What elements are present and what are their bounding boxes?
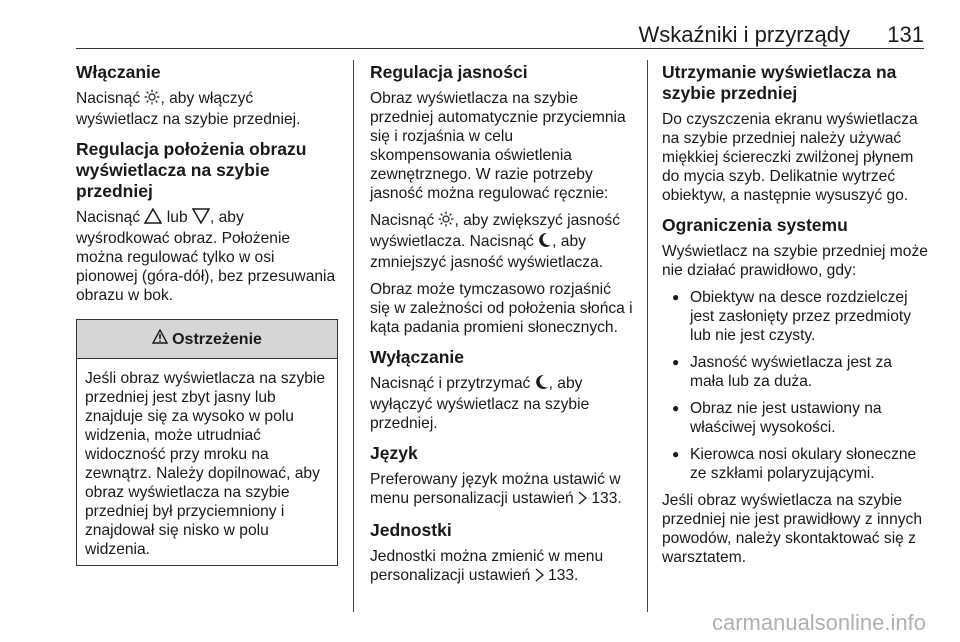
paragraph [370,374,634,433]
section-title-limitations: Ograniczenia systemu [662,215,848,235]
section-title-maintenance: Utrzymanie wyświetlacza na szybie przedniej [662,62,897,103]
column-divider-2 [647,60,648,612]
triangle-down-icon [192,208,210,229]
section-title-units: Jednostki [370,520,452,540]
moon-icon [535,374,549,395]
page-reference-link[interactable]: 133. [548,567,579,584]
paragraph [76,208,338,305]
page-reference-link[interactable]: 133. [591,490,622,507]
reference-arrow-icon [535,568,544,587]
column-1 [76,62,338,566]
page-header-title: Wskaźniki i przyrządy [638,22,850,47]
list-item: ● Jasność wyświetlacza jest za mała lub za duża. [662,353,928,391]
paragraph: Do czyszczenia ekranu wyświetlacza na szybie przedniej należy używać miękkiej ściereczki zwilżonej płynem do mycia szyb. Delikatnie wytrzeć obiektyw, a następnie wysuszyć go. [662,111,918,204]
text: Jednostki można zmienić w menu personalizacji ustawień [370,548,604,584]
paragraph: Wyświetlacz na szybie przedniej może nie działać prawidłowo, gdy: [662,243,928,279]
text: Nacisnąć [370,212,439,229]
text: , aby wyśrodkować obraz. Położenie można regulować tylko w osi pionowej (góra-dół), bez przesuwania obrazu w bok. [76,209,336,304]
text: , aby włączyć wyświetlacz na szybie przedniej. [76,90,301,128]
warning-text: Jeśli obraz wyświetlacza na szybie przedniej jest zbyt jasny lub znajduje się za wysoko w polu widzenia, może utrudniać widoczność przy mroku na zewnątrz. Należy dopilnować, aby obraz wyświetlacza na szybie przedniej był przyciemniony i znajdował się nisko w polu widzenia. [85,370,326,558]
text: Preferowany język można ustawić w menu personalizacji ustawień [370,471,621,507]
sun-icon [144,89,160,110]
column-2 [370,62,634,595]
text: Nacisnąć i przytrzymać [370,375,535,392]
section-title-language: Język [370,443,418,463]
section-title-switch-off: Wyłączanie [370,347,465,367]
paragraph: Obraz wyświetlacza na szybie przedniej automatycznie przyciemnia się i rozjaśnia w celu skompensowania oświetlenia zewnętrznego. W razie potrzeby jasność można regulować ręcznie: [370,90,626,202]
header-rule [76,48,924,49]
section-title-switch-on: Włączanie [76,62,161,82]
bullet-list [662,288,928,483]
text: , aby zwiększyć jasność wyświetlacza. Nacisnąć [370,212,620,250]
paragraph [370,211,634,272]
watermark: carmanualsonline.info [711,610,926,635]
text: , aby zmniejszyć jasność wyświetlacza. [370,233,604,271]
list-item: ● Obraz nie jest ustawiony na właściwej wysokości. [662,399,928,437]
warning-header [77,320,337,359]
warning-box [76,319,338,566]
paragraph [370,470,634,510]
text: , aby wyłączyć wyświetlacz na szybie przedniej. [370,375,590,432]
list-item: ● Kierowca nosi okulary słoneczne ze szkłami polaryzującymi. [662,445,928,483]
paragraph: Obraz może tymczasowo rozjaśnić się w zależności od położenia słońca i kąta padania promieni słonecznych. [370,281,633,336]
paragraph [370,547,634,587]
warning-title: Ostrzeżenie [172,330,262,348]
column-3 [662,62,928,575]
moon-icon [538,232,552,253]
warning-icon [152,329,168,349]
list-item: ● Obiektyw na desce rozdzielczej jest zasłonięty przez przedmioty lub nie jest czysty. [662,288,928,345]
column-divider-1 [353,60,354,612]
text: lub [162,209,192,226]
paragraph [76,89,338,129]
page-number: 131 [887,22,924,47]
sun-icon [438,211,454,232]
text: Nacisnąć [76,209,145,226]
section-title-position: Regulacja położenia obrazu wyświetlacza na szybie przedniej [76,139,307,201]
reference-arrow-icon [578,491,587,510]
paragraph: Jeśli obraz wyświetlacza na szybie przedniej nie jest prawidłowy z innych powodów, należy skontaktować się z warsztatem. [662,492,923,566]
text: Nacisnąć [76,90,145,107]
section-title-brightness: Regulacja jasności [370,62,528,82]
triangle-up-icon [144,208,162,229]
